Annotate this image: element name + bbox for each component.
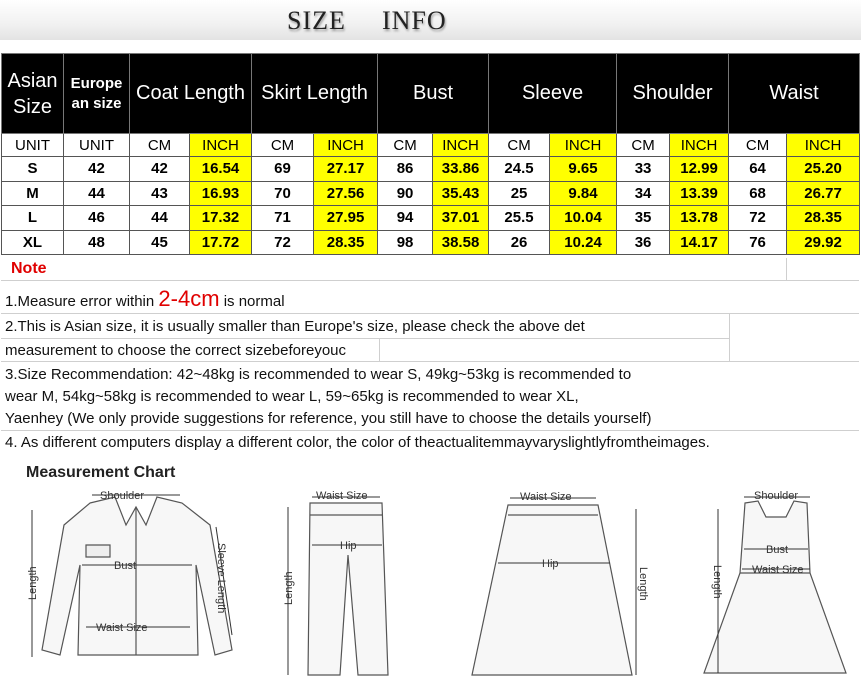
size-table	[1, 53, 860, 255]
table-cell: 9.84	[550, 181, 617, 206]
table-cell: 25	[489, 181, 550, 206]
unit-cell: CM	[130, 134, 190, 157]
pants-length-label: Length	[283, 571, 295, 605]
note-line-1-prefix: 1.Measure error within	[5, 293, 159, 310]
divider	[786, 258, 787, 280]
header-sleeve: Sleeve	[489, 54, 617, 134]
table-cell: 25.5	[489, 206, 550, 231]
note-line-2a: 2.This is Asian size, it is usually smaller than Europe's size, please check the above det	[5, 318, 585, 335]
table-cell: XL	[2, 230, 64, 255]
dress-bust-label: Bust	[766, 544, 789, 556]
pants-illustration	[308, 503, 388, 675]
table-cell: 10.24	[550, 230, 617, 255]
unit-cell: INCH	[314, 134, 378, 157]
table-cell: 33.86	[433, 157, 489, 182]
dress-shoulder-label: Shoulder	[754, 490, 799, 502]
unit-cell: INCH	[190, 134, 252, 157]
table-cell: M	[2, 181, 64, 206]
divider	[379, 338, 380, 361]
table-cell: S	[2, 157, 64, 182]
note-line-3b: wear M, 54kg~58kg is recommended to wear L, 59~65kg is recommended to wear XL,	[5, 388, 579, 405]
table-cell: 25.20	[787, 157, 860, 182]
divider	[1, 361, 859, 362]
table-cell: 29.92	[787, 230, 860, 255]
table-cell: 44	[130, 206, 190, 231]
divider	[729, 313, 730, 361]
unit-cell: INCH	[550, 134, 617, 157]
table-cell: 27.56	[314, 181, 378, 206]
unit-cell: INCH	[433, 134, 489, 157]
table-row	[2, 230, 860, 255]
dress-illustration	[704, 501, 846, 673]
unit-cell: INCH	[787, 134, 860, 157]
banner-title-size: SIZE	[287, 6, 346, 35]
dress-length-label: Length	[711, 565, 723, 599]
pants-diagram	[270, 485, 390, 685]
coat-shoulder-label: Shoulder	[100, 490, 145, 502]
table-cell: 70	[252, 181, 314, 206]
table-cell: 17.72	[190, 230, 252, 255]
table-cell: 48	[64, 230, 130, 255]
note-line-4: 4. As different computers display a different color, the color of theactualitemmayvaryslightlyfromtheimages.	[5, 434, 710, 451]
header-asian-size: Asian Size	[2, 54, 64, 134]
table-cell: 64	[729, 157, 787, 182]
unit-cell: CM	[489, 134, 550, 157]
unit-cell: UNIT	[2, 134, 64, 157]
header-waist: Waist	[729, 54, 860, 134]
pants-hip-label: Hip	[340, 540, 357, 552]
coat-sleeve-length-label: Sleeve Length	[215, 543, 227, 614]
table-cell: 13.78	[670, 206, 729, 231]
table-cell: 36	[617, 230, 670, 255]
table-cell: 86	[378, 157, 433, 182]
table-cell: 38.58	[433, 230, 489, 255]
table-cell: 28.35	[314, 230, 378, 255]
table-cell: 98	[378, 230, 433, 255]
dress-waist-label: Waist Size	[752, 564, 804, 576]
table-cell: 90	[378, 181, 433, 206]
header-coat-length: Coat Length	[130, 54, 252, 134]
skirt-length-label: Length	[637, 567, 649, 601]
divider	[1, 430, 859, 431]
measurement-chart-title: Measurement Chart	[26, 464, 176, 481]
note-heading: Note	[11, 260, 47, 277]
skirt-diagram	[470, 485, 660, 685]
table-cell: 16.54	[190, 157, 252, 182]
table-cell: 76	[729, 230, 787, 255]
header-skirt-length: Skirt Length	[252, 54, 378, 134]
table-cell: 17.32	[190, 206, 252, 231]
table-cell: 42	[130, 157, 190, 182]
header-shoulder: Shoulder	[617, 54, 729, 134]
note-line-1-suffix: is normal	[219, 293, 285, 310]
table-cell: 72	[252, 230, 314, 255]
coat-waist-label: Waist Size	[96, 622, 148, 634]
skirt-hip-label: Hip	[542, 558, 559, 570]
table-cell: L	[2, 206, 64, 231]
table-cell: 45	[130, 230, 190, 255]
banner-title-info: INFO	[382, 6, 447, 35]
table-cell: 16.93	[190, 181, 252, 206]
divider	[1, 280, 859, 281]
header-row	[2, 54, 860, 134]
table-cell: 71	[252, 206, 314, 231]
table-cell: 9.65	[550, 157, 617, 182]
measure-error-highlight: 2-4cm	[158, 286, 220, 311]
table-cell: 69	[252, 157, 314, 182]
table-cell: 24.5	[489, 157, 550, 182]
table-row	[2, 181, 860, 206]
note-line-1	[5, 286, 285, 312]
table-cell: 27.95	[314, 206, 378, 231]
header-bust: Bust	[378, 54, 489, 134]
table-cell: 14.17	[670, 230, 729, 255]
dress-diagram	[700, 485, 850, 685]
unit-cell: CM	[252, 134, 314, 157]
unit-cell: CM	[378, 134, 433, 157]
table-cell: 12.99	[670, 157, 729, 182]
coat-bust-label: Bust	[114, 560, 137, 572]
unit-cell: INCH	[670, 134, 729, 157]
divider	[1, 338, 729, 339]
coat-length-label: Length	[27, 566, 39, 600]
note-line-3a: 3.Size Recommendation: 42~48kg is recommended to wear S, 49kg~53kg is recommended to	[5, 366, 632, 383]
table-cell: 13.39	[670, 181, 729, 206]
table-cell: 72	[729, 206, 787, 231]
skirt-illustration	[472, 505, 632, 675]
skirt-waist-label: Waist Size	[520, 491, 572, 503]
table-cell: 33	[617, 157, 670, 182]
table-cell: 35.43	[433, 181, 489, 206]
table-cell: 26	[489, 230, 550, 255]
table-cell: 44	[64, 181, 130, 206]
table-row	[2, 157, 860, 182]
title-banner	[0, 0, 861, 40]
table-cell: 10.04	[550, 206, 617, 231]
table-cell: 94	[378, 206, 433, 231]
table-cell: 68	[729, 181, 787, 206]
unit-cell: UNIT	[64, 134, 130, 157]
pants-waist-label: Waist Size	[316, 490, 368, 502]
table-cell: 46	[64, 206, 130, 231]
table-cell: 35	[617, 206, 670, 231]
note-line-3c: Yaenhey (We only provide suggestions for reference, you still have to choose the details yourself)	[5, 410, 652, 427]
unit-cell: CM	[617, 134, 670, 157]
table-cell: 26.77	[787, 181, 860, 206]
table-cell: 27.17	[314, 157, 378, 182]
coat-diagram	[20, 485, 252, 685]
note-line-2b: measurement to choose the correct sizebeforeyouc	[5, 342, 347, 359]
table-cell: 37.01	[433, 206, 489, 231]
header-europe-size: Europe an size	[64, 54, 130, 134]
table-cell: 43	[130, 181, 190, 206]
table-cell: 42	[64, 157, 130, 182]
table-row	[2, 206, 860, 231]
table-cell: 28.35	[787, 206, 860, 231]
unit-cell: CM	[729, 134, 787, 157]
divider	[1, 313, 859, 314]
unit-row	[2, 134, 860, 157]
table-cell: 34	[617, 181, 670, 206]
